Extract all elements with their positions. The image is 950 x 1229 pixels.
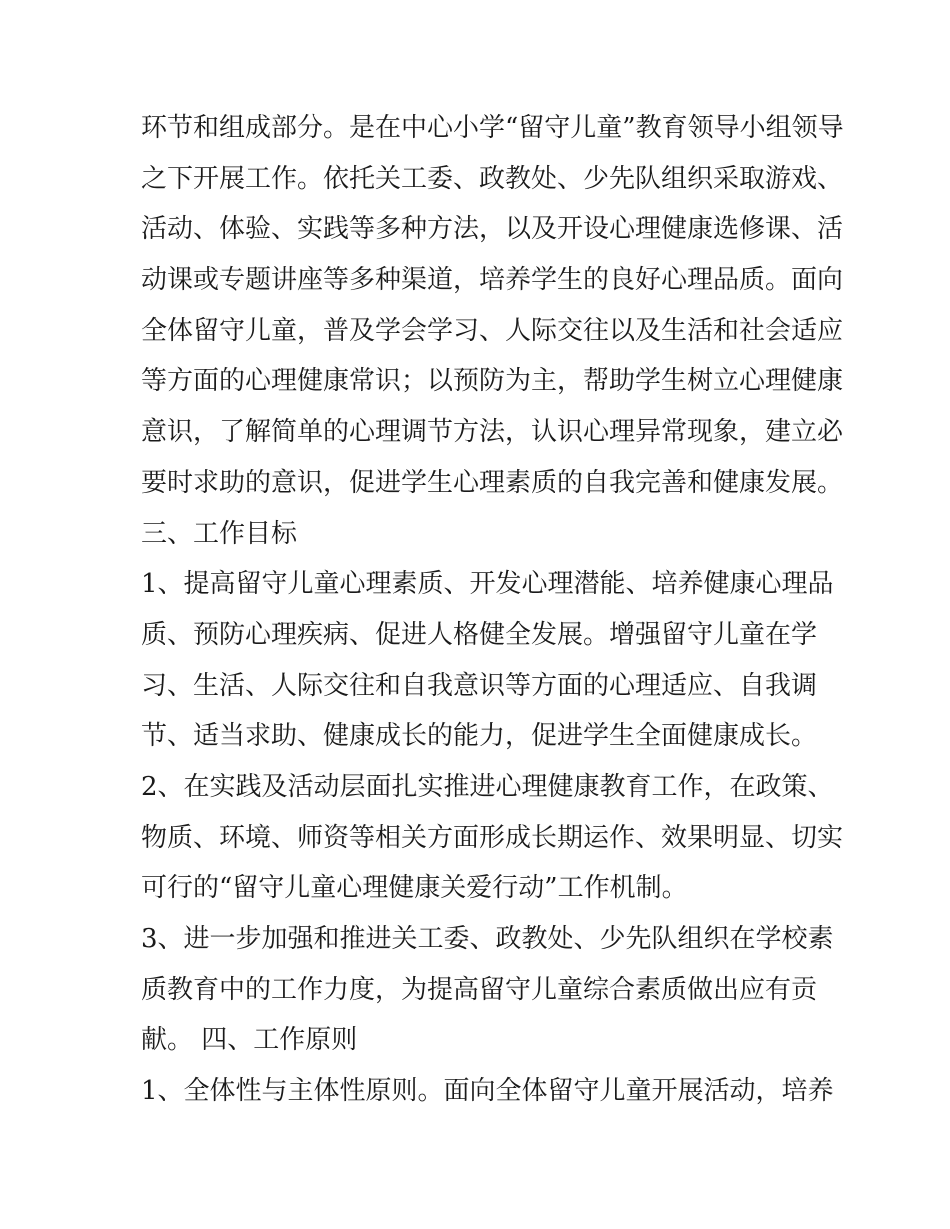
text-line-15: 物质、环境、师资等相关方面形成长期运作、效果明显、切实 [141,822,844,853]
text-line-12: 习、生活、人际交往和自我意识等方面的心理适应、自我调 [141,670,818,701]
text-line-3: 活动、体验、实践等多种方法，以及开设心理健康选修课、活 [141,214,844,245]
text-line-16: 可行的“留守儿童心理健康关爱行动”工作机制。 [141,873,688,904]
section-heading-principles: 献。 四、工作原则 [141,1025,358,1056]
text-line-18: 质教育中的工作力度，为提高留守儿童综合素质做出应有贡 [141,974,818,1005]
text-line-6: 等方面的心理健康常识；以预防为主，帮助学生树立心理健康 [141,366,844,397]
text-line-1: 环节和组成部分。是在中心小学“留守儿童”教育领导小组领导 [141,113,844,143]
text-line-8: 要时求助的意识，促进学生心理素质的自我完善和健康发展。 [141,467,844,498]
text-line-5: 全体留守儿童，普及学会学习、人际交往以及生活和社会适应 [141,315,844,346]
text-line-10: 1、提高留守儿童心理素质、开发心理潜能、培养健康心理品 [141,569,834,600]
text-line-4: 动课或专题讲座等多种渠道，培养学生的良好心理品质。面向 [141,265,844,296]
text-line-13: 节、适当求助、健康成长的能力，促进学生全面健康成长。 [141,721,818,752]
text-line-2: 之下开展工作。依托关工委、政教处、少先队组织采取游戏、 [141,163,844,194]
text-line-14: 2、在实践及活动层面扎实推进心理健康教育工作，在政策、 [141,771,834,802]
text-line-20: 1、全体性与主体性原则。面向全体留守儿童开展活动，培养 [141,1076,834,1107]
text-line-11: 质、预防心理疾病、促进人格健全发展。增强留守儿童在学 [141,619,818,650]
section-heading-goals: 三、工作目标 [141,518,298,549]
text-line-17: 3、进一步加强和推进关工委、政教处、少先队组织在学校素 [141,924,834,954]
text-line-7: 意识，了解简单的心理调节方法，认识心理异常现象，建立必 [141,417,844,448]
document-body [141,103,844,1117]
